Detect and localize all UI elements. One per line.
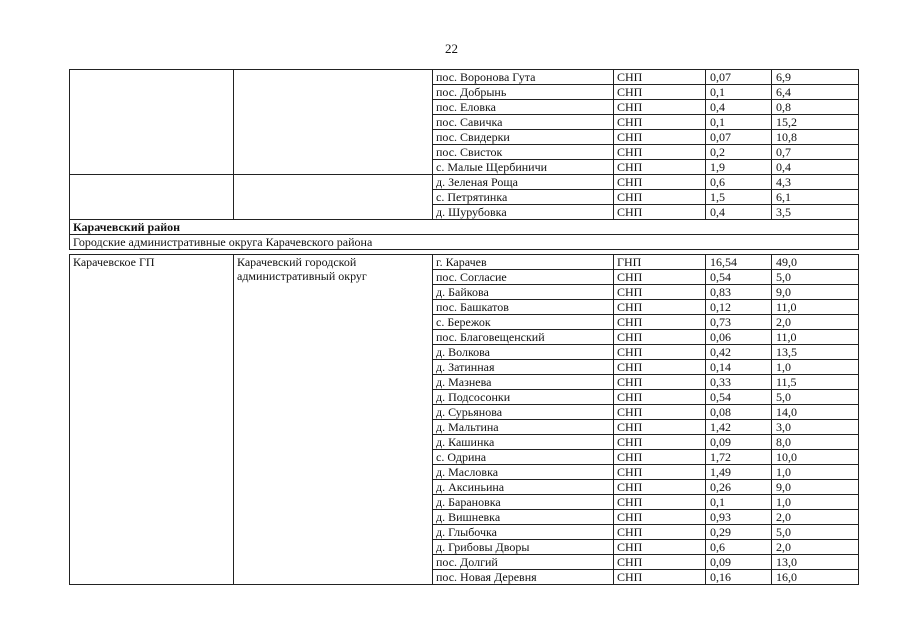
value-1: 0,08: [706, 405, 772, 420]
value-1: 0,07: [706, 130, 772, 145]
value-1: 1,9: [706, 160, 772, 175]
value-2: 15,2: [772, 115, 859, 130]
group-row: [70, 235, 859, 250]
value-1: 1,5: [706, 190, 772, 205]
settlement-type: ГНП: [614, 255, 706, 270]
settlement-name: пос. Савичка: [433, 115, 614, 130]
settlement-type: СНП: [614, 360, 706, 375]
value-2: 9,0: [772, 285, 859, 300]
value-2: 3,5: [772, 205, 859, 220]
empty-cell: [234, 175, 433, 220]
settlement-name: д. Грибовы Дворы: [433, 540, 614, 555]
value-1: 16,54: [706, 255, 772, 270]
settlement-type: СНП: [614, 145, 706, 160]
settlement-type: СНП: [614, 405, 706, 420]
value-1: 0,93: [706, 510, 772, 525]
value-2: 9,0: [772, 480, 859, 495]
settlement-type: СНП: [614, 525, 706, 540]
settlement-name: д. Масловка: [433, 465, 614, 480]
settlement-type: СНП: [614, 70, 706, 85]
settlement-type: СНП: [614, 420, 706, 435]
settlement-type: СНП: [614, 570, 706, 585]
value-2: 5,0: [772, 525, 859, 540]
settlement-type: СНП: [614, 510, 706, 525]
settlement-name: д. Шурубовка: [433, 205, 614, 220]
value-2: 6,1: [772, 190, 859, 205]
value-2: 6,4: [772, 85, 859, 100]
settlements-table: [69, 69, 859, 585]
value-2: 5,0: [772, 270, 859, 285]
value-1: 0,16: [706, 570, 772, 585]
settlement-name: д. Байкова: [433, 285, 614, 300]
settlement-name: д. Вишневка: [433, 510, 614, 525]
value-2: 13,5: [772, 345, 859, 360]
settlement-name: д. Зеленая Роща: [433, 175, 614, 190]
value-2: 1,0: [772, 360, 859, 375]
value-2: 3,0: [772, 420, 859, 435]
settlement-name: пос. Еловка: [433, 100, 614, 115]
value-1: 0,4: [706, 205, 772, 220]
value-2: 2,0: [772, 315, 859, 330]
value-1: 0,14: [706, 360, 772, 375]
settlement-name: д. Сурьянова: [433, 405, 614, 420]
value-1: 0,29: [706, 525, 772, 540]
settlement-type: СНП: [614, 450, 706, 465]
page-number: 22: [445, 41, 458, 56]
settlement-type: СНП: [614, 190, 706, 205]
settlement-type: СНП: [614, 495, 706, 510]
settlement-name: с. Одрина: [433, 450, 614, 465]
settlement-name: д. Барановка: [433, 495, 614, 510]
value-2: 14,0: [772, 405, 859, 420]
settlement-name: д. Затинная: [433, 360, 614, 375]
settlement-type: СНП: [614, 390, 706, 405]
value-1: 0,1: [706, 495, 772, 510]
value-1: 0,06: [706, 330, 772, 345]
value-1: 0,73: [706, 315, 772, 330]
settlement-name: пос. Благовещенский: [433, 330, 614, 345]
value-2: 10,0: [772, 450, 859, 465]
value-1: 0,6: [706, 175, 772, 190]
value-2: 2,0: [772, 540, 859, 555]
settlement-name: д. Кашинка: [433, 435, 614, 450]
settlement-type: СНП: [614, 375, 706, 390]
table-row: [70, 255, 859, 270]
settlement-name: с. Малые Щербиничи: [433, 160, 614, 175]
settlement-type: СНП: [614, 300, 706, 315]
empty-cell: [70, 70, 234, 175]
settlement-name: д. Аксиньина: [433, 480, 614, 495]
value-1: 0,33: [706, 375, 772, 390]
settlement-type: СНП: [614, 270, 706, 285]
settlement-type: СНП: [614, 160, 706, 175]
settlement-type: СНП: [614, 540, 706, 555]
settlement-name: д. Волкова: [433, 345, 614, 360]
value-1: 0,1: [706, 115, 772, 130]
value-2: 11,5: [772, 375, 859, 390]
table-row: [70, 175, 859, 190]
admin-district-name: Карачевский городской административный округ: [234, 255, 433, 585]
value-1: 0,09: [706, 555, 772, 570]
settlement-type: СНП: [614, 315, 706, 330]
value-1: 0,42: [706, 345, 772, 360]
value-2: 0,7: [772, 145, 859, 160]
value-1: 0,83: [706, 285, 772, 300]
settlement-name: пос. Свидерки: [433, 130, 614, 145]
value-2: 5,0: [772, 390, 859, 405]
value-2: 1,0: [772, 465, 859, 480]
value-1: 0,2: [706, 145, 772, 160]
value-1: 1,72: [706, 450, 772, 465]
value-2: 8,0: [772, 435, 859, 450]
value-2: 6,9: [772, 70, 859, 85]
settlement-type: СНП: [614, 175, 706, 190]
empty-cell: [70, 175, 234, 220]
settlement-name: пос. Воронова Гута: [433, 70, 614, 85]
value-2: 10,8: [772, 130, 859, 145]
settlement-type: СНП: [614, 85, 706, 100]
settlement-name: пос. Свисток: [433, 145, 614, 160]
value-2: 0,8: [772, 100, 859, 115]
settlement-name: пос. Башкатов: [433, 300, 614, 315]
settlement-type: СНП: [614, 465, 706, 480]
value-1: 0,12: [706, 300, 772, 315]
settlement-name: пос. Долгий: [433, 555, 614, 570]
value-1: 1,42: [706, 420, 772, 435]
value-2: 13,0: [772, 555, 859, 570]
value-2: 11,0: [772, 300, 859, 315]
settlement-name: г. Карачев: [433, 255, 614, 270]
table-row: [70, 70, 859, 85]
settlement-name: д. Глыбочка: [433, 525, 614, 540]
value-1: 0,1: [706, 85, 772, 100]
empty-cell: [234, 70, 433, 175]
settlement-type: СНП: [614, 480, 706, 495]
settlement-type: СНП: [614, 330, 706, 345]
value-2: 1,0: [772, 495, 859, 510]
value-1: 1,49: [706, 465, 772, 480]
settlement-type: СНП: [614, 130, 706, 145]
value-2: 49,0: [772, 255, 859, 270]
value-2: 16,0: [772, 570, 859, 585]
value-2: 0,4: [772, 160, 859, 175]
settlement-type: СНП: [614, 205, 706, 220]
value-2: 4,3: [772, 175, 859, 190]
value-1: 0,09: [706, 435, 772, 450]
municipality-name: Карачевское ГП: [70, 255, 234, 585]
group-title: Городские административные округа Карачевского района: [70, 235, 859, 250]
settlement-name: пос. Согласие: [433, 270, 614, 285]
settlement-name: пос. Новая Деревня: [433, 570, 614, 585]
value-1: 0,54: [706, 270, 772, 285]
settlement-type: СНП: [614, 435, 706, 450]
settlement-type: СНП: [614, 100, 706, 115]
district-row: [70, 220, 859, 235]
value-2: 2,0: [772, 510, 859, 525]
value-1: 0,54: [706, 390, 772, 405]
settlement-name: д. Подсосонки: [433, 390, 614, 405]
value-1: 0,4: [706, 100, 772, 115]
value-1: 0,07: [706, 70, 772, 85]
settlement-name: с. Петрятинка: [433, 190, 614, 205]
district-title: Карачевский район: [70, 220, 859, 235]
value-1: 0,26: [706, 480, 772, 495]
value-2: 11,0: [772, 330, 859, 345]
settlement-name: д. Мазнева: [433, 375, 614, 390]
settlement-type: СНП: [614, 115, 706, 130]
settlement-name: пос. Добрынь: [433, 85, 614, 100]
settlement-name: д. Мальтина: [433, 420, 614, 435]
settlement-name: с. Бережок: [433, 315, 614, 330]
settlement-type: СНП: [614, 345, 706, 360]
settlement-type: СНП: [614, 285, 706, 300]
settlement-type: СНП: [614, 555, 706, 570]
value-1: 0,6: [706, 540, 772, 555]
